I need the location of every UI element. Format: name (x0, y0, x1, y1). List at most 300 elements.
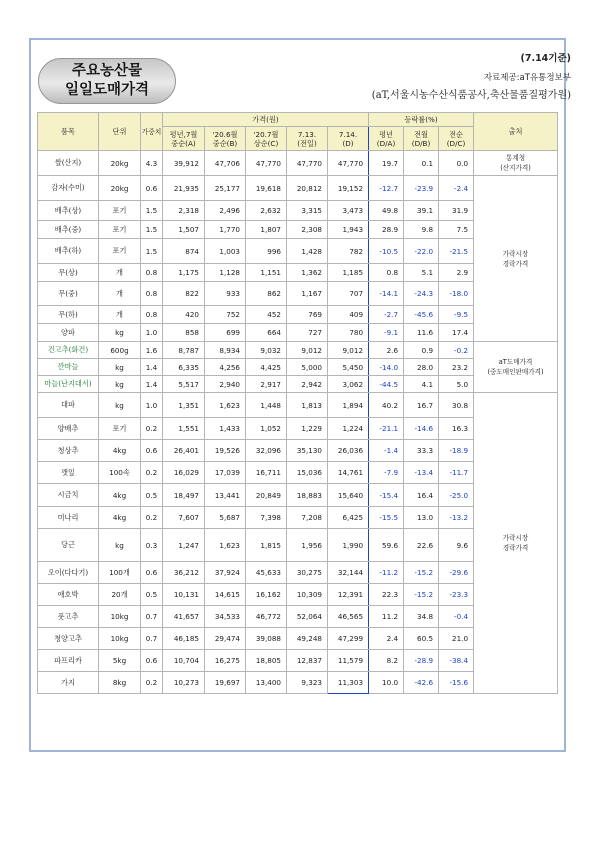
price-avg: 1,175 (163, 264, 205, 282)
ratio-avg: 19.7 (369, 151, 404, 176)
ratio-avg: -10.5 (369, 239, 404, 264)
price-avg: 10,704 (163, 650, 205, 672)
header-avg: 평년,7월 중순(A) (163, 127, 205, 151)
item-name: 양파 (38, 324, 99, 342)
item-weight: 0.3 (141, 529, 163, 562)
ratio-prev: -23.3 (439, 584, 474, 606)
item-unit: 4kg (99, 484, 141, 507)
ratio-prev: 21.0 (439, 628, 474, 650)
ratio-avg: 2.6 (369, 342, 404, 359)
item-name: 배추(하) (38, 239, 99, 264)
item-unit: 포기 (99, 239, 141, 264)
item-unit: kg (99, 359, 141, 376)
item-unit: 100속 (99, 462, 141, 484)
item-weight: 1.4 (141, 359, 163, 376)
price-prev: 2,942 (287, 376, 328, 393)
table-row (38, 151, 558, 176)
price-avg: 822 (163, 282, 205, 306)
price-avg: 1,551 (163, 418, 205, 440)
ratio-avg: -11.2 (369, 562, 404, 584)
item-name: 무(중) (38, 282, 99, 306)
header-ratio-prev: 전순 (D/C) (439, 127, 474, 151)
ratio-avg: -21.1 (369, 418, 404, 440)
ratio-avg: -15.4 (369, 484, 404, 507)
price-avg: 10,273 (163, 672, 205, 694)
source-agencies: (aT,서울시농수산식품공사,축산물품질평가원) (371, 90, 571, 101)
price-avg: 10,131 (163, 584, 205, 606)
ratio-avg: -14.1 (369, 282, 404, 306)
ratio-prev: -29.6 (439, 562, 474, 584)
ratio-prev: -25.0 (439, 484, 474, 507)
ratio-month: 13.0 (404, 507, 439, 529)
price-jun: 47,706 (205, 151, 246, 176)
ratio-avg: 8.2 (369, 650, 404, 672)
item-unit: 20kg (99, 151, 141, 176)
price-jul: 16,711 (246, 462, 287, 484)
ratio-month: -28.9 (404, 650, 439, 672)
ratio-prev: -11.7 (439, 462, 474, 484)
ratio-prev: -21.5 (439, 239, 474, 264)
ratio-prev: 31.9 (439, 201, 474, 221)
source-line-1: aT도매가격 (498, 358, 533, 366)
ratio-month: 16.7 (404, 393, 439, 418)
item-name: 감자(수미) (38, 176, 99, 201)
price-current: 3,062 (328, 376, 369, 393)
header-ratio-group: 등락률(%) (369, 113, 474, 127)
price-current: 782 (328, 239, 369, 264)
ratio-month: 22.6 (404, 529, 439, 562)
price-current: 780 (328, 324, 369, 342)
item-name: 쌀(산지) (38, 151, 99, 176)
item-name: 깐마늘 (38, 359, 99, 376)
item-weight: 0.7 (141, 628, 163, 650)
price-jun: 19,526 (205, 440, 246, 462)
ratio-avg: 11.2 (369, 606, 404, 628)
reference-date: (7.14기준) (520, 53, 571, 64)
price-prev: 12,837 (287, 650, 328, 672)
price-jun: 25,177 (205, 176, 246, 201)
price-jun: 8,934 (205, 342, 246, 359)
item-unit: 100개 (99, 562, 141, 584)
ratio-month: 11.6 (404, 324, 439, 342)
price-avg: 36,212 (163, 562, 205, 584)
price-avg: 5,517 (163, 376, 205, 393)
price-avg: 1,247 (163, 529, 205, 562)
item-name: 가지 (38, 672, 99, 694)
price-current: 26,036 (328, 440, 369, 462)
ratio-avg: 59.6 (369, 529, 404, 562)
item-unit: 10kg (99, 628, 141, 650)
price-jun: 1,433 (205, 418, 246, 440)
ratio-month: 5.1 (404, 264, 439, 282)
header-jun: '20.6월 중순(B) (205, 127, 246, 151)
item-weight: 0.8 (141, 264, 163, 282)
price-jun: 5,687 (205, 507, 246, 529)
price-prev: 9,323 (287, 672, 328, 694)
price-jul: 1,807 (246, 221, 287, 239)
item-weight: 0.2 (141, 507, 163, 529)
ratio-month: 28.0 (404, 359, 439, 376)
ratio-month: 33.3 (404, 440, 439, 462)
ratio-avg: 10.0 (369, 672, 404, 694)
price-jul: 7,398 (246, 507, 287, 529)
header-ratio-month: 전월 (D/B) (404, 127, 439, 151)
source-cell (474, 151, 558, 176)
ratio-prev: 0.0 (439, 151, 474, 176)
price-prev: 20,812 (287, 176, 328, 201)
price-jun: 13,441 (205, 484, 246, 507)
price-current: 3,473 (328, 201, 369, 221)
ratio-avg: 0.8 (369, 264, 404, 282)
price-prev: 5,000 (287, 359, 328, 376)
price-current: 47,299 (328, 628, 369, 650)
ratio-prev: 16.3 (439, 418, 474, 440)
item-name: 파프리카 (38, 650, 99, 672)
price-jul: 664 (246, 324, 287, 342)
price-jun: 14,615 (205, 584, 246, 606)
price-prev: 10,309 (287, 584, 328, 606)
header-price-group: 가격(원) (163, 113, 369, 127)
price-avg: 26,401 (163, 440, 205, 462)
price-jun: 19,697 (205, 672, 246, 694)
ratio-avg: -2.7 (369, 306, 404, 324)
item-name: 마늘(난지대서) (38, 376, 99, 393)
item-name: 시금치 (38, 484, 99, 507)
price-jul: 16,162 (246, 584, 287, 606)
price-avg: 39,912 (163, 151, 205, 176)
source-line-2: 경락가격 (502, 544, 529, 552)
price-jun: 1,003 (205, 239, 246, 264)
source-cell (474, 176, 558, 342)
price-avg: 6,335 (163, 359, 205, 376)
item-weight: 1.5 (141, 221, 163, 239)
price-prev: 1,956 (287, 529, 328, 562)
ratio-month: 34.8 (404, 606, 439, 628)
price-jul: 452 (246, 306, 287, 324)
ratio-month: -45.6 (404, 306, 439, 324)
source-cell (474, 393, 558, 694)
ratio-avg: 22.3 (369, 584, 404, 606)
item-unit: kg (99, 324, 141, 342)
item-weight: 0.6 (141, 650, 163, 672)
item-weight: 1.5 (141, 239, 163, 264)
price-avg: 16,029 (163, 462, 205, 484)
ratio-prev: -0.2 (439, 342, 474, 359)
ratio-prev: -18.0 (439, 282, 474, 306)
ratio-avg: 49.8 (369, 201, 404, 221)
price-jul: 996 (246, 239, 287, 264)
item-name: 대파 (38, 393, 99, 418)
item-name: 배추(중) (38, 221, 99, 239)
ratio-prev: -9.5 (439, 306, 474, 324)
price-current: 9,012 (328, 342, 369, 359)
ratio-month: -24.3 (404, 282, 439, 306)
ratio-month: 60.5 (404, 628, 439, 650)
price-jun: 29,474 (205, 628, 246, 650)
ratio-month: -14.6 (404, 418, 439, 440)
item-name: 배추(상) (38, 201, 99, 221)
price-current: 11,303 (328, 672, 369, 694)
title-line-1: 주요농산물 (71, 63, 143, 79)
ratio-avg: -7.9 (369, 462, 404, 484)
item-unit: kg (99, 376, 141, 393)
price-jul: 47,770 (246, 151, 287, 176)
price-jul: 20,849 (246, 484, 287, 507)
ratio-prev: 5.0 (439, 376, 474, 393)
ratio-prev: -18.9 (439, 440, 474, 462)
item-weight: 0.2 (141, 462, 163, 484)
price-current: 409 (328, 306, 369, 324)
ratio-prev: 9.6 (439, 529, 474, 562)
item-unit: 포기 (99, 418, 141, 440)
price-avg: 8,787 (163, 342, 205, 359)
item-unit: 포기 (99, 201, 141, 221)
price-current: 47,770 (328, 151, 369, 176)
price-avg: 874 (163, 239, 205, 264)
item-unit: 개 (99, 264, 141, 282)
price-jul: 32,096 (246, 440, 287, 462)
table-row (38, 176, 558, 201)
ratio-prev: 23.2 (439, 359, 474, 376)
price-current: 14,761 (328, 462, 369, 484)
item-weight: 0.5 (141, 584, 163, 606)
price-current: 1,894 (328, 393, 369, 418)
ratio-month: 0.1 (404, 151, 439, 176)
price-prev: 15,036 (287, 462, 328, 484)
price-avg: 7,607 (163, 507, 205, 529)
price-jul: 1,448 (246, 393, 287, 418)
ratio-month: -23.9 (404, 176, 439, 201)
item-name: 청상추 (38, 440, 99, 462)
price-prev: 2,308 (287, 221, 328, 239)
item-unit: 4kg (99, 507, 141, 529)
price-current: 1,990 (328, 529, 369, 562)
price-current: 6,425 (328, 507, 369, 529)
ratio-avg: -14.0 (369, 359, 404, 376)
price-jul: 45,633 (246, 562, 287, 584)
item-weight: 1.0 (141, 393, 163, 418)
price-current: 707 (328, 282, 369, 306)
price-jul: 1,151 (246, 264, 287, 282)
price-jun: 699 (205, 324, 246, 342)
price-jun: 1,128 (205, 264, 246, 282)
price-jul: 46,772 (246, 606, 287, 628)
item-weight: 0.8 (141, 282, 163, 306)
price-prev: 18,883 (287, 484, 328, 507)
price-jun: 16,275 (205, 650, 246, 672)
price-current: 1,185 (328, 264, 369, 282)
price-jun: 1,623 (205, 529, 246, 562)
ratio-avg: 28.9 (369, 221, 404, 239)
price-avg: 46,185 (163, 628, 205, 650)
ratio-avg: -44.5 (369, 376, 404, 393)
header-weight: 가중치 (141, 113, 163, 151)
price-avg: 41,657 (163, 606, 205, 628)
ratio-month: -15.2 (404, 584, 439, 606)
ratio-prev: -38.4 (439, 650, 474, 672)
title-line-2: 일일도매가격 (64, 82, 150, 98)
ratio-month: 9.8 (404, 221, 439, 239)
item-weight: 0.6 (141, 562, 163, 584)
ratio-avg: -9.1 (369, 324, 404, 342)
price-prev: 1,229 (287, 418, 328, 440)
price-avg: 21,935 (163, 176, 205, 201)
price-prev: 1,362 (287, 264, 328, 282)
item-name: 당근 (38, 529, 99, 562)
price-jul: 9,032 (246, 342, 287, 359)
price-avg: 1,507 (163, 221, 205, 239)
price-jun: 1,770 (205, 221, 246, 239)
ratio-avg: 40.2 (369, 393, 404, 418)
item-unit: 개 (99, 306, 141, 324)
item-name: 미나리 (38, 507, 99, 529)
ratio-avg: -1.4 (369, 440, 404, 462)
item-unit: 개 (99, 282, 141, 306)
price-current: 11,579 (328, 650, 369, 672)
price-jul: 39,088 (246, 628, 287, 650)
item-unit: kg (99, 529, 141, 562)
item-weight: 1.6 (141, 342, 163, 359)
item-name: 풋고추 (38, 606, 99, 628)
price-avg: 2,318 (163, 201, 205, 221)
item-unit: 5kg (99, 650, 141, 672)
price-jul: 1,815 (246, 529, 287, 562)
price-current: 32,144 (328, 562, 369, 584)
source-line-1: 통계청 (505, 154, 526, 162)
item-weight: 4.3 (141, 151, 163, 176)
item-unit: kg (99, 393, 141, 418)
price-current: 1,224 (328, 418, 369, 440)
item-name: 애호박 (38, 584, 99, 606)
item-unit: 4kg (99, 440, 141, 462)
price-prev: 7,208 (287, 507, 328, 529)
ratio-prev: 7.5 (439, 221, 474, 239)
item-weight: 0.6 (141, 176, 163, 201)
price-prev: 1,813 (287, 393, 328, 418)
price-jun: 37,924 (205, 562, 246, 584)
item-name: 양배추 (38, 418, 99, 440)
ratio-month: 4.1 (404, 376, 439, 393)
item-unit: 8kg (99, 672, 141, 694)
price-jun: 752 (205, 306, 246, 324)
price-prev: 727 (287, 324, 328, 342)
price-avg: 858 (163, 324, 205, 342)
item-name: 무(상) (38, 264, 99, 282)
header-source: 출처 (474, 113, 558, 151)
item-name: 깻잎 (38, 462, 99, 484)
price-current: 15,640 (328, 484, 369, 507)
source-line-1: 가락시장 (502, 249, 529, 258)
ratio-prev: -0.4 (439, 606, 474, 628)
item-name: 오이(다다기) (38, 562, 99, 584)
ratio-prev: 17.4 (439, 324, 474, 342)
price-jun: 17,039 (205, 462, 246, 484)
price-prev: 9,012 (287, 342, 328, 359)
item-unit: 20kg (99, 176, 141, 201)
item-weight: 1.4 (141, 376, 163, 393)
item-name: 무(하) (38, 306, 99, 324)
source-line-2: (산지가격) (500, 164, 531, 172)
title-badge (38, 58, 176, 104)
ratio-avg: -15.5 (369, 507, 404, 529)
price-current: 1,943 (328, 221, 369, 239)
price-prev: 30,275 (287, 562, 328, 584)
price-avg: 1,351 (163, 393, 205, 418)
item-weight: 1.5 (141, 201, 163, 221)
ratio-month: -15.2 (404, 562, 439, 584)
header-unit: 단위 (99, 113, 141, 151)
item-weight: 0.2 (141, 418, 163, 440)
header-jul: '20.7월 상순(C) (246, 127, 287, 151)
price-jul: 2,917 (246, 376, 287, 393)
ratio-prev: -15.6 (439, 672, 474, 694)
header-current: 7.14. (D) (328, 127, 369, 151)
price-prev: 52,064 (287, 606, 328, 628)
ratio-month: 39.1 (404, 201, 439, 221)
source-cell (474, 342, 558, 393)
item-name: 청양고추 (38, 628, 99, 650)
price-current: 12,391 (328, 584, 369, 606)
item-unit: 포기 (99, 221, 141, 239)
price-prev: 49,248 (287, 628, 328, 650)
table-row (38, 393, 558, 418)
item-weight: 0.5 (141, 484, 163, 507)
price-jun: 34,533 (205, 606, 246, 628)
source-line-1: 가락시장 (502, 534, 529, 542)
table-row (38, 342, 558, 359)
price-jul: 18,805 (246, 650, 287, 672)
header-item: 품목 (38, 113, 99, 151)
price-prev: 35,130 (287, 440, 328, 462)
item-name: 건고추(화건) (38, 342, 99, 359)
ratio-month: -13.4 (404, 462, 439, 484)
ratio-prev: -13.2 (439, 507, 474, 529)
price-current: 19,152 (328, 176, 369, 201)
ratio-month: -22.0 (404, 239, 439, 264)
item-weight: 0.8 (141, 306, 163, 324)
price-prev: 47,770 (287, 151, 328, 176)
price-jul: 4,425 (246, 359, 287, 376)
source-line-2: (중도매인판매가격) (487, 368, 544, 376)
price-jul: 19,618 (246, 176, 287, 201)
item-weight: 0.2 (141, 672, 163, 694)
ratio-month: -42.6 (404, 672, 439, 694)
source-credit: 자료제공:aT유통정보부 (483, 73, 571, 83)
price-avg: 420 (163, 306, 205, 324)
item-unit: 10kg (99, 606, 141, 628)
item-unit: 600g (99, 342, 141, 359)
ratio-prev: 30.8 (439, 393, 474, 418)
ratio-prev: -2.4 (439, 176, 474, 201)
ratio-avg: 2.4 (369, 628, 404, 650)
price-jun: 4,256 (205, 359, 246, 376)
price-avg: 18,497 (163, 484, 205, 507)
header-prev: 7.13. (전일) (287, 127, 328, 151)
price-jun: 2,496 (205, 201, 246, 221)
price-table-body (38, 151, 558, 694)
price-jun: 1,623 (205, 393, 246, 418)
price-current: 5,450 (328, 359, 369, 376)
price-jul: 1,052 (246, 418, 287, 440)
source-line-2: 경락가격 (502, 259, 529, 268)
price-jun: 2,940 (205, 376, 246, 393)
price-prev: 1,167 (287, 282, 328, 306)
price-current: 46,565 (328, 606, 369, 628)
price-jul: 2,632 (246, 201, 287, 221)
ratio-month: 16.4 (404, 484, 439, 507)
ratio-prev: 2.9 (439, 264, 474, 282)
price-table (37, 112, 558, 694)
